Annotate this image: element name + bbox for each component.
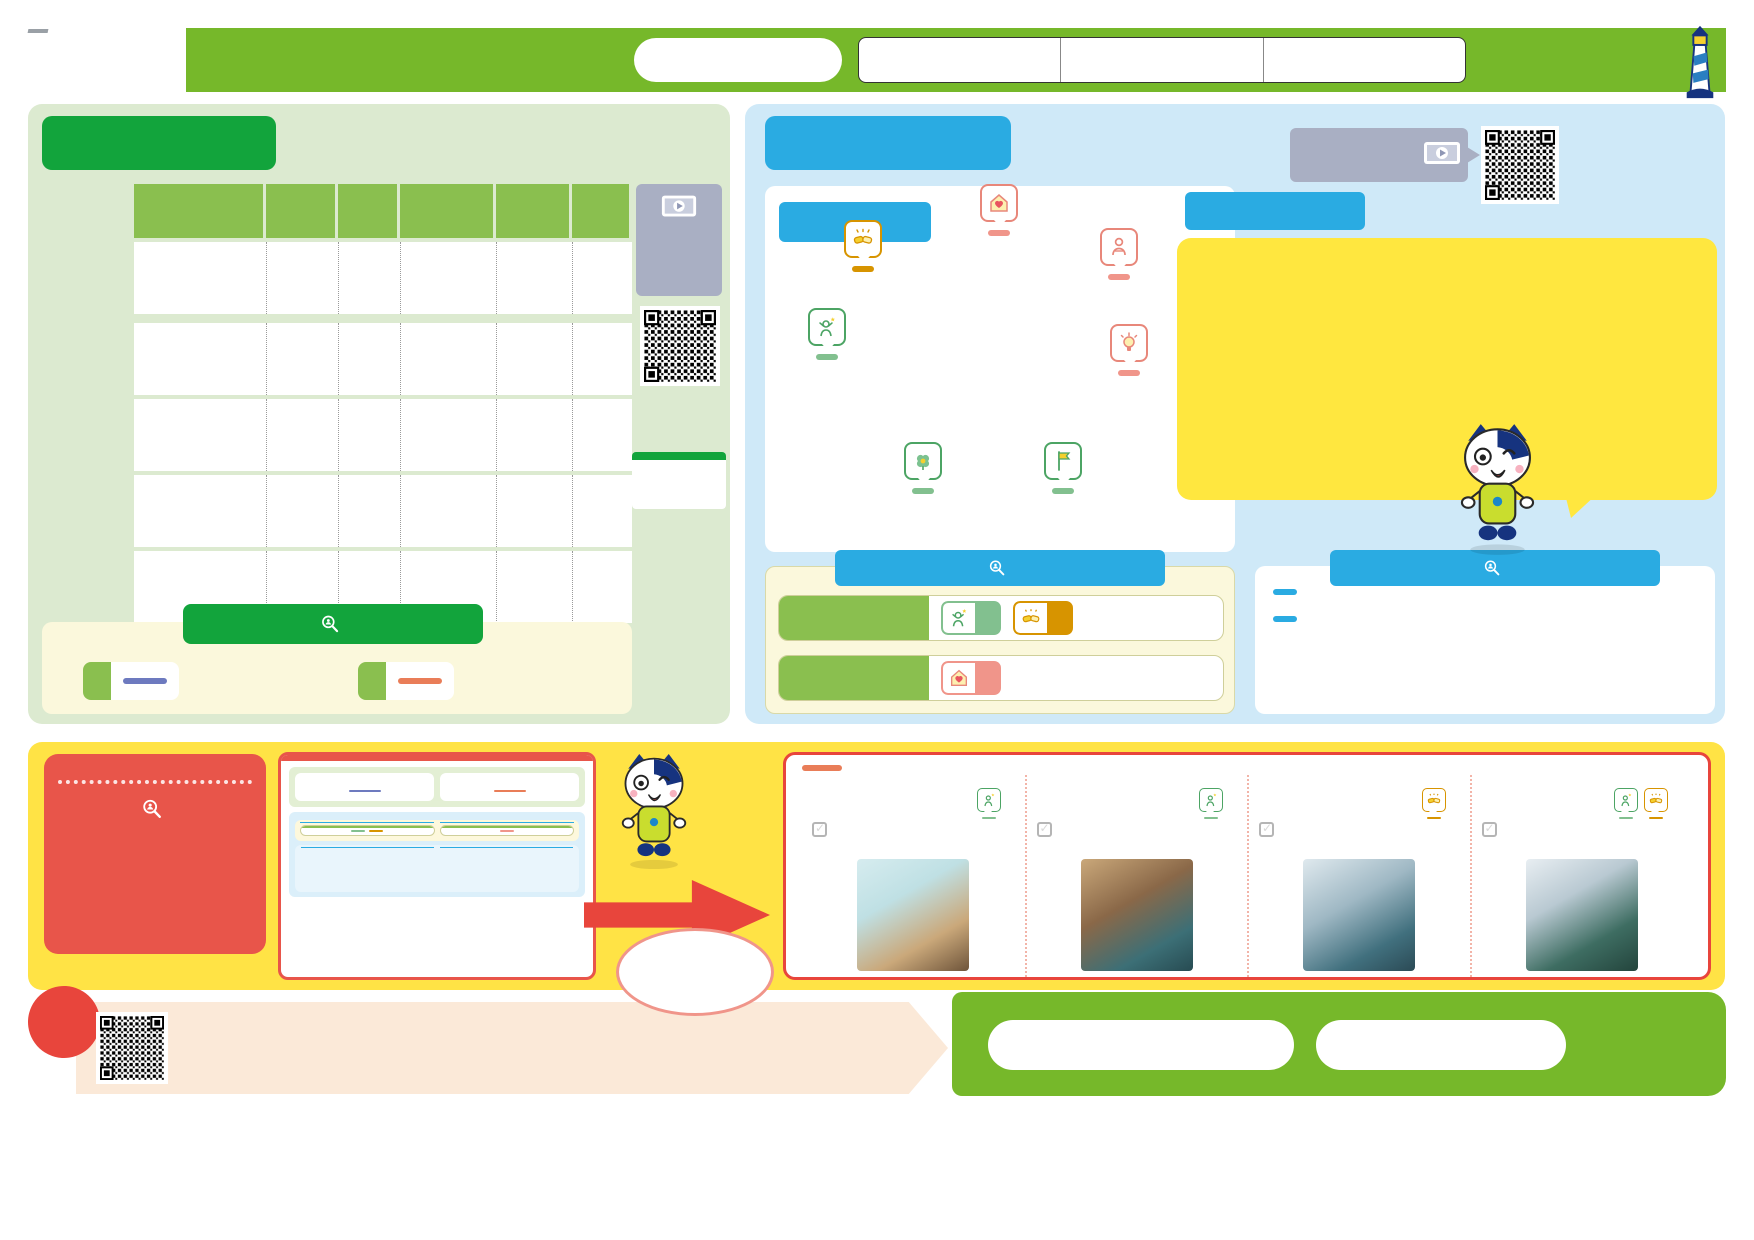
advice-checkbox[interactable]	[1482, 822, 1497, 837]
cheering-person-icon	[1199, 788, 1223, 812]
advice-card-3	[1247, 775, 1470, 977]
mascot-illustration	[608, 752, 700, 877]
table-row-judgement	[42, 475, 632, 547]
heart-pill-ochitsuku	[941, 661, 1001, 695]
study-summary-box	[1255, 566, 1715, 714]
advice-card-4	[1470, 775, 1693, 977]
strength-hearts-label	[779, 596, 929, 640]
strength-power-pill	[123, 678, 167, 684]
badge-tsunagaru	[1422, 788, 1446, 819]
grade-legend	[632, 452, 726, 509]
grade-legend-title	[632, 452, 726, 460]
grade-legend-item	[638, 481, 720, 488]
summary-strength-hearts	[300, 825, 435, 836]
table-row-total	[42, 242, 632, 314]
advice-illustration	[857, 859, 969, 971]
report-type-badge	[634, 38, 842, 82]
cheering-person-icon	[808, 308, 846, 346]
heart-pill-tsunagaru	[1013, 601, 1073, 635]
grade-legend-item	[638, 467, 720, 474]
strength-power-group	[83, 662, 179, 700]
radar-axis-shinjiru	[877, 442, 969, 494]
grade-legend-item	[638, 488, 720, 495]
badge-tsunagaru	[1644, 788, 1668, 819]
qr-code-followup	[96, 1012, 168, 1084]
summary-study-block	[295, 845, 579, 892]
summary-learn-block	[289, 767, 585, 807]
table-row-knowledge	[42, 323, 632, 395]
house-heart-icon	[980, 184, 1018, 222]
handshake-icon	[844, 220, 882, 258]
qr-code-noncog-video	[1481, 126, 1559, 204]
video-tablet-icon	[660, 194, 698, 220]
mascot-illustration	[1445, 422, 1550, 563]
legend-previous	[1070, 208, 1109, 213]
summary-motivation-block	[289, 812, 585, 897]
noncog-analysis-box	[765, 566, 1235, 714]
radar-axis-ochitsuku	[953, 184, 1045, 236]
video-note-noncog	[1290, 128, 1468, 182]
cheering-person-icon	[977, 788, 1001, 812]
chosen-heart-label	[779, 656, 929, 700]
train-power-pill	[398, 678, 442, 684]
radar-axis-tsunagaru	[817, 220, 909, 272]
cheering-person-icon	[1614, 788, 1638, 812]
name-field	[1060, 38, 1262, 82]
handshake-icon	[1422, 788, 1446, 812]
advice-illustration	[1526, 859, 1638, 971]
advice-checkbox[interactable]	[1259, 822, 1274, 837]
radar-axis-kirikaeru	[1083, 324, 1175, 376]
qr-code-learn-video	[640, 306, 720, 386]
studying-person-icon	[1100, 228, 1138, 266]
password-pill	[1316, 1020, 1566, 1070]
video-tablet-icon	[1422, 141, 1462, 167]
summary-card	[278, 752, 596, 980]
challenge-bubble	[616, 928, 774, 1016]
badge-tanoshimu	[1614, 788, 1638, 819]
badge-tanoshimu	[977, 788, 1001, 819]
badge-tanoshimu	[1199, 788, 1223, 819]
score-table-header	[42, 184, 632, 238]
magnifier-icon	[141, 798, 163, 820]
header-banner	[186, 28, 1726, 92]
dotted-divider	[58, 780, 252, 784]
table-row-thinking	[42, 399, 632, 471]
lighthouse-icon	[1680, 24, 1720, 105]
summary-section	[28, 742, 1725, 990]
lightbulb-icon	[1110, 324, 1148, 362]
followup-banner	[76, 1002, 948, 1094]
study-item2-tag	[1273, 616, 1297, 622]
radar-axis-nebaru	[1073, 228, 1165, 280]
handshake-icon	[1013, 601, 1047, 635]
radar-axis-tanoshimu	[781, 308, 873, 360]
summary-card-title	[281, 755, 593, 761]
student-info-box	[858, 37, 1466, 83]
login-id-pill	[988, 1020, 1294, 1070]
grade-legend-item	[638, 495, 720, 502]
advice-card-1	[802, 775, 1025, 977]
heart-pill-tanoshimu	[941, 601, 1001, 635]
train-power-group	[358, 662, 454, 700]
summary-chosen-heart	[440, 825, 575, 836]
login-info-box	[952, 992, 1726, 1096]
chosen-heart-row	[778, 655, 1224, 701]
grade-field	[1263, 38, 1465, 82]
study-item1-tag	[1273, 589, 1297, 595]
advice-illustration	[1303, 859, 1415, 971]
cheering-person-icon	[941, 601, 975, 635]
advice-checkbox[interactable]	[812, 822, 827, 837]
learn-power-section	[28, 104, 730, 724]
classroom-field	[859, 38, 1060, 82]
score-table	[42, 184, 632, 623]
video-note-learn	[636, 184, 722, 296]
clover-icon	[904, 442, 942, 480]
house-heart-icon	[941, 661, 975, 695]
magnifier-icon	[988, 559, 1006, 577]
grade-legend-item	[638, 474, 720, 481]
motivation-section	[745, 104, 1725, 724]
summary-red-box	[44, 754, 266, 954]
handshake-icon	[1644, 788, 1668, 812]
study-analysis-title	[1185, 192, 1365, 230]
advice-illustration	[1081, 859, 1193, 971]
radar-axis-idomu	[1017, 442, 1109, 494]
flag-icon	[1044, 442, 1082, 480]
advice-card	[783, 752, 1711, 980]
learn-analysis-title	[183, 604, 483, 644]
logo-subtitle	[28, 29, 49, 33]
noncog-radar-card	[765, 186, 1235, 552]
advice-checkbox[interactable]	[1037, 822, 1052, 837]
noncog-analysis-title	[835, 550, 1165, 586]
motivation-section-title	[765, 116, 1011, 170]
magnifier-icon	[320, 614, 340, 634]
strength-hearts-row	[778, 595, 1224, 641]
learn-section-title	[42, 116, 276, 170]
advice-card-2	[1025, 775, 1248, 977]
asugaku-logo	[28, 20, 186, 98]
advice-target-pill	[802, 765, 842, 771]
